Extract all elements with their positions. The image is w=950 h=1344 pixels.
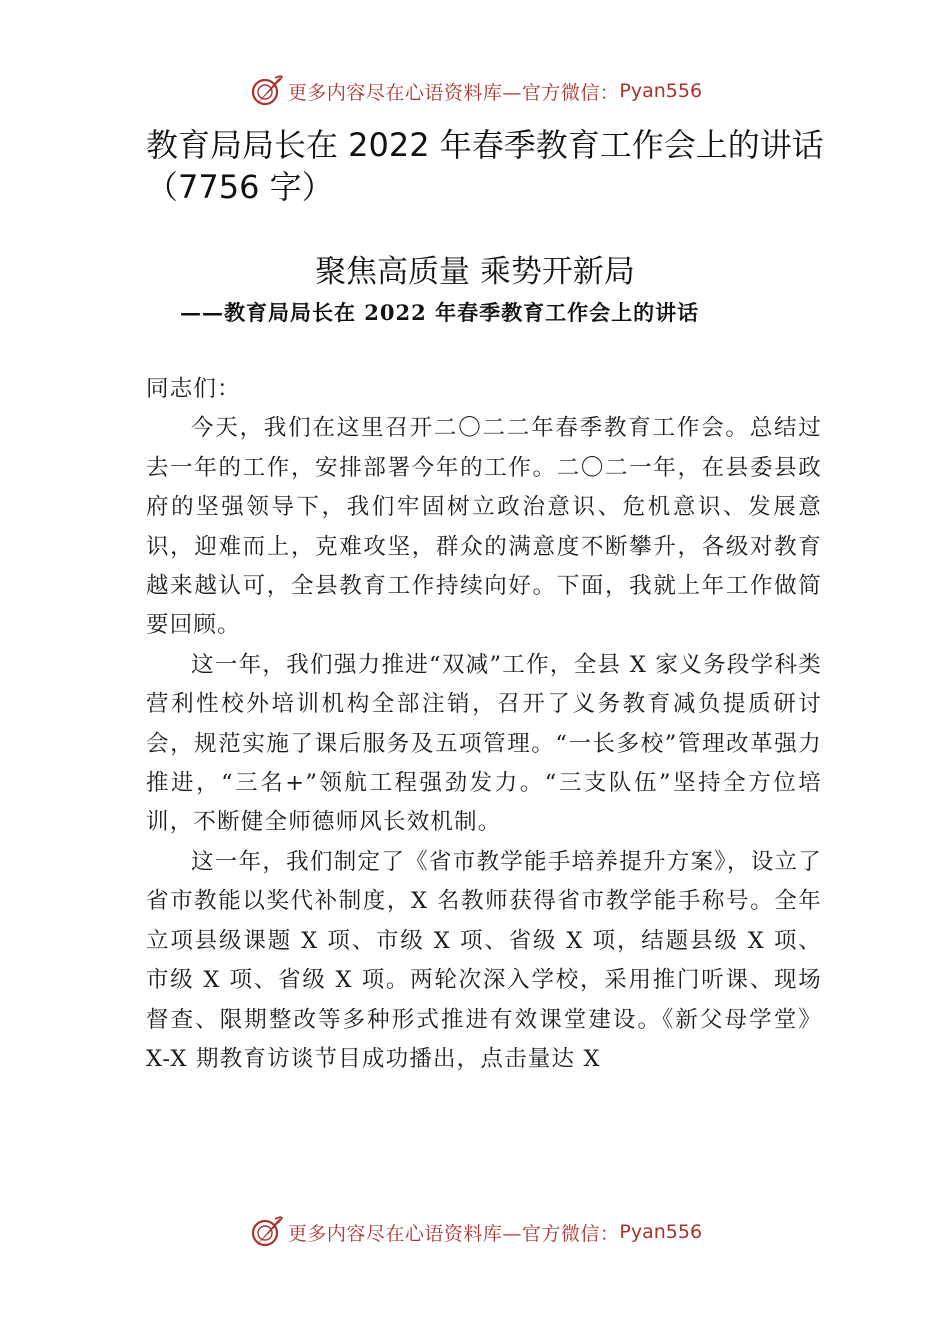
quill-circle-icon — [248, 1214, 284, 1250]
footer-watermark-banner — [0, 1212, 950, 1252]
speech-subtitle: ——教育局局长在 2022 年春季教育工作会上的讲话 — [180, 300, 700, 325]
speech-title: 聚焦高质量 乘势开新局 — [315, 254, 635, 290]
banner-text: 更多内容尽在心语资料库—官方微信： — [287, 1222, 620, 1245]
speech-body — [146, 370, 822, 1079]
header-watermark-banner — [0, 71, 950, 111]
quill-circle-icon — [248, 73, 284, 109]
document-title: 教育局局长在 2022 年春季教育工作会上的讲话（7756 字） — [146, 126, 824, 206]
paragraph-1: 今天，我们在这里召开二〇二二年春季教育工作会。总结过去一年的工作，安排部署今年的工作。二〇二一年，在县委县政府的坚强领导下，我们牢固树立政治意识、危机意识、发展意识，迎难而上，克难攻坚，群众的满意度不断攀升，各级对教育越来越认可，全县教育工作持续向好。下面，我就上年工作做简要回顾。 — [146, 415, 822, 639]
paragraph-3: 这一年，我们制定了《省市教学能手培养提升方案》，设立了省市教能以奖代补制度，X 名教师获得省市教学能手称号。全年立项县级课题 X 项、市级 X 项、省级 X 项，结题县级 X 项、市级 X 项、省级 X 项。两轮次深入学校，采用推门听课、现场督查、限期整改等多种形式推进有效课堂建设。《新父母学堂》X-X 期教育访谈节目成功播出，点击量达 X — [146, 848, 822, 1072]
salutation: 同志们： — [146, 376, 241, 402]
banner-text: 更多内容尽在心语资料库—官方微信： — [287, 81, 620, 104]
banner-account: Pyan556 — [619, 1221, 703, 1243]
banner-account: Pyan556 — [619, 80, 703, 102]
paragraph-2: 这一年，我们强力推进“双减”工作，全县 X 家义务段学科类营利性校外培训机构全部注销，召开了义务教育减负提质研讨会，规范实施了课后服务及五项管理。“一长多校”管理改革强力推进，“三名+”领航工程强劲发力。“三支队伍”坚持全方位培训，不断健全师德师风长效机制。 — [146, 651, 822, 836]
